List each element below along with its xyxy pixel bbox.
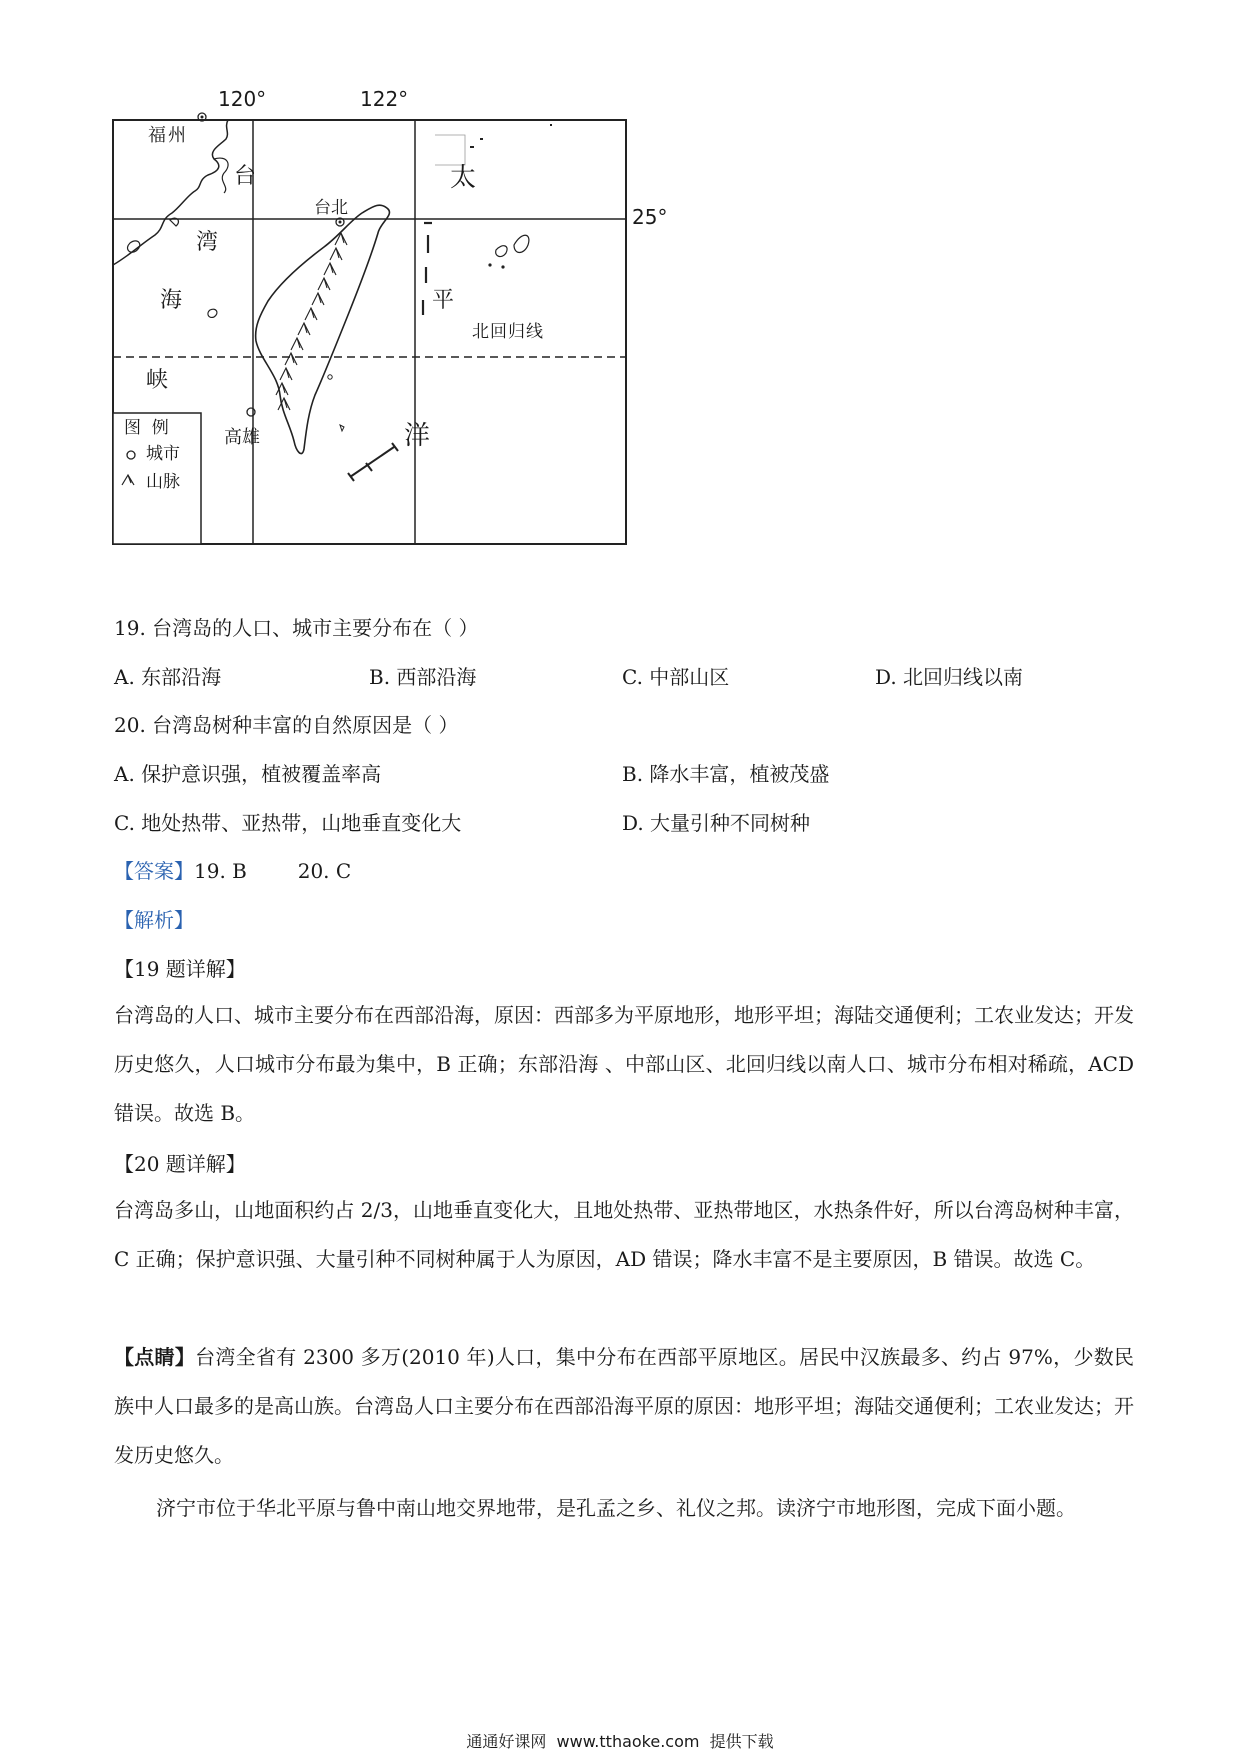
strait-char-3: 海: [160, 288, 183, 313]
q20-option-d: D. 大量引种不同树种: [622, 811, 811, 835]
answer-tag: 【答案】: [114, 859, 194, 883]
taiwan-island: [256, 205, 390, 453]
detail19-body: 台湾岛的人口、城市主要分布在西部沿海，原因：西部多为平原地形，地形平坦；海陆交通便利；工农业发达；开发历史悠久，人口城市分布最为集中，B 正确；东部沿海 、中部山区、北回归线以南人口、城市分布相对稀疏，ACD 错误。故选 B。: [114, 1003, 1134, 1125]
page-footer: 通通好课网 www.tthaoke.com 提供下载: [466, 1732, 774, 1751]
q19-option-b: B. 西部沿海: [369, 665, 477, 689]
lat-25-label: 25°: [632, 205, 668, 229]
q20-option-c: C. 地处热带、亚热带，山地垂直变化大: [114, 811, 462, 835]
kaohsiung-label: 高雄: [224, 427, 260, 448]
strait-char-2: 湾: [196, 230, 219, 255]
scale-bar: [348, 443, 398, 481]
detail20-body: 台湾岛多山，山地面积约占 2/3，山地垂直变化大，且地处热带、亚热带地区，水热条件好，所以台湾岛树种丰富，C 正确；保护意识强、大量引种不同树种属于人为原因，AD 错误；降水丰富不是主要原因，B 错误。故选 C。: [114, 1198, 1134, 1271]
map-svg: [110, 95, 630, 555]
tropic-label: 北回归线: [472, 322, 544, 342]
ocean-char-2: 平: [432, 288, 455, 313]
highlight-tag: 【点睛】: [114, 1345, 196, 1369]
q20-stem: 20. 台湾岛树种丰富的自然原因是（ ）: [114, 713, 459, 737]
mountain-range: [276, 233, 347, 410]
ocean-char-3: 洋: [404, 421, 431, 451]
detail20-title: 【20 题详解】: [114, 1152, 246, 1176]
highlight-body: 台湾全省有 2300 多万(2010 年)人口，集中分布在西部平原地区。居民中汉族最多、约占 97%，少数民族中人口最多的是高山族。台湾岛人口主要分布在西部沿海平原的原因：地形平坦；海陆交通便利；工农业发达；开发历史悠久。: [114, 1345, 1134, 1467]
strait-char-4: 峡: [146, 368, 169, 393]
legend-city-label: 城市: [146, 444, 180, 464]
q19-option-c: C. 中部山区: [622, 665, 730, 689]
answer-text: 19. B 20. C: [194, 859, 352, 883]
taipei-label: 台北: [314, 198, 348, 218]
q19-stem: 19. 台湾岛的人口、城市主要分布在（ ）: [114, 616, 479, 640]
q20-option-b: B. 降水丰富，植被茂盛: [622, 762, 830, 786]
taiwan-map: [110, 87, 668, 555]
ocean-char-1: 太: [450, 163, 477, 193]
analysis-tag: 【解析】: [114, 908, 194, 932]
legend-mountain-label: 山脉: [146, 472, 180, 492]
q19-option-d: D. 北回归线以南: [875, 665, 1024, 689]
lon-120-label: 120°: [218, 87, 267, 111]
next-intro: 济宁市位于华北平原与鲁中南山地交界地带，是孔孟之乡、礼仪之邦。读济宁市地形图，完成下面小题。: [156, 1496, 1076, 1520]
answer-line: [114, 857, 351, 885]
fuzhou-label: 福州: [148, 125, 188, 146]
strait-char-1: 台: [234, 164, 257, 189]
kaohsiung-dot: [247, 408, 255, 416]
q20-option-a: A. 保护意识强，植被覆盖率高: [114, 762, 382, 786]
lon-122-label: 122°: [360, 87, 409, 111]
highlight-block: [114, 1333, 1134, 1480]
q19-option-a: A. 东部沿海: [114, 665, 222, 689]
island-chain: [423, 223, 432, 315]
detail19-title: 【19 题详解】: [114, 957, 246, 981]
legend-title: 图 例: [124, 418, 169, 438]
